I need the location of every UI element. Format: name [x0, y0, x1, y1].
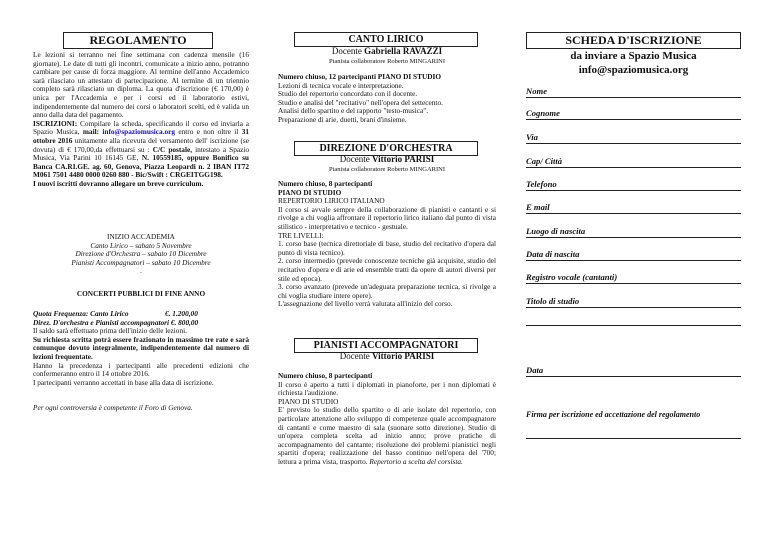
- pianisti-piano: PIANO DI STUDIO: [278, 396, 339, 406]
- inizio-block: [33, 233, 249, 276]
- scheda-title: SCHEDA D'ISCRIZIONE: [526, 32, 741, 49]
- direzione-numero: Numero chiuso, 8 partecipanti: [278, 179, 373, 188]
- inizio-title: INIZIO ACCADEMIA: [107, 232, 175, 241]
- docente-name: Vittorio PARISI: [371, 351, 435, 361]
- direzione-title: DIREZIONE D'ORCHESTRA: [294, 141, 478, 156]
- precedenza-text: Hanno la precedenza i partecipanti alle precedenti edizioni che confermeranno entro il 14 ottobre 2016.: [33, 360, 249, 379]
- direzione-livello-3: 3. corso avanzato (prevede un'adeguata preparazione tecnica, si rivolge a chi voglia studiare intere opere).: [278, 282, 496, 300]
- direz-label: Direz. D'orchestra e Pianisti accompagnatori €.: [33, 317, 177, 327]
- data-nascita-field[interactable]: Data di nascita: [526, 248, 741, 261]
- scheda-subtitle: da inviare a Spazio Musica: [570, 50, 697, 62]
- iscrizioni-a: Compilare la scheda, specificando il corso ed inviarla a Spazio Musica,: [33, 118, 249, 137]
- quota-block: [33, 310, 249, 387]
- docente-label: Docente: [339, 154, 372, 164]
- pianisti-desc-italic: Repertorio a scelta del corsista.: [367, 456, 463, 466]
- canto-line: Studio e analisi del "recitativo" nell'opera del settecento.: [278, 97, 443, 107]
- iscrizioni-lead: ISCRIZIONI:: [33, 118, 78, 128]
- via-field[interactable]: Via: [526, 131, 741, 144]
- firma-label: Firma per iscrizione ed accettazione del regolamento: [526, 410, 701, 419]
- regolamento-title: REGOLAMENTO: [63, 32, 213, 49]
- pianisti-desc: [278, 406, 496, 466]
- iscrizioni-c: unitamente alla ricevuta del versamento dell' iscrizione (se dovuta) di € 170,00,da effettuarsi su :: [33, 135, 249, 154]
- saldo-text: Il saldo sarà effettuato prima dell'inizio delle lezioni.: [33, 326, 187, 336]
- pianisti-docente: [278, 351, 496, 361]
- inizio-dot: .: [140, 266, 142, 276]
- curriculum-note: I nuovi iscritti dovranno allegare un breve curriculum.: [33, 178, 204, 188]
- quota-value: €. 1.200,00: [165, 309, 198, 318]
- direzione-livelli: TRE LIVELLI:: [278, 230, 324, 240]
- docente-label: Docente: [339, 351, 372, 361]
- pianisti-desc-text: E' previsto lo studio dello spartito o di arie isolate del repertorio, con particolare attenzione allo sviluppo di competenze quale accompagnatore di cantanti e come maestro di sala (suonare sotto direzione). Studio di un'opera completa scelta ad inizio anno; prove pratiche di accompagnamento del cantante; risoluzione dei problemi pianistici negli spartiti d'opera; realizzazione del basso continuo nell'opera del '700; lettura a prima vista, trasporto.: [278, 405, 496, 466]
- email-field[interactable]: E mail: [526, 201, 741, 214]
- cognome-field[interactable]: Cognome: [526, 107, 741, 120]
- rate-text: Su richiesta scritta potrà essere frazionato in massimo tre rate e sarà comunque dovuto integralmente, indipendentemente dal numero di lezioni frequentate.: [33, 334, 249, 361]
- iscrizioni-paragraph: [33, 120, 249, 180]
- canto-title: CANTO LIRICO: [294, 32, 478, 47]
- direzione-pianista: Pianista collaboratore Roberto MINGARINI: [328, 166, 446, 173]
- iscrizioni-d: intestato a Spazio Musica, Via Parini 10 16145 GE,: [33, 144, 250, 163]
- direzione-valutazione: L'assegnazione del livello verrà valutata all'inizio del corso.: [278, 299, 453, 309]
- luogo-nascita-field[interactable]: Luogo di nascita: [526, 225, 741, 238]
- mail-label: mail:: [82, 127, 103, 137]
- cc-postale: C/C postale,: [152, 144, 193, 154]
- pianisti-title: PIANISTI ACCOMPAGNATORI: [294, 338, 478, 353]
- canto-line: Lezioni di tecnica vocale e interpretazione.: [278, 80, 404, 90]
- direzione-piano: PIANO DI STUDIO: [278, 187, 342, 197]
- canto-body: [278, 73, 496, 125]
- direzione-livello-1: 1. corso base (tecnica direttoriale di base, studio del recitativo d'opera dal punto di vista tecnico).: [278, 239, 496, 257]
- cap-citta-field[interactable]: Cap/ Città: [526, 155, 741, 168]
- pianisti-numero: Numero chiuso, 8 partecipanti: [278, 371, 373, 380]
- regolamento-text: [33, 51, 249, 189]
- data-field[interactable]: Data: [526, 364, 741, 377]
- direzione-body: [278, 180, 496, 309]
- quota-label: Quota Frequenza: Canto Lirico: [33, 309, 129, 318]
- extra-line[interactable]: [526, 325, 741, 326]
- direzione-docente: [278, 154, 496, 164]
- ammessi-text: I partecipanti verranno accettati in base alla data di iscrizione.: [33, 377, 214, 387]
- concerti-title: CONCERTI PUBBLICI DI FINE ANNO: [76, 289, 206, 298]
- canto-numero: Numero chiuso, 12 partecipanti PIANO DI STUDIO: [278, 72, 442, 81]
- docente-label: Docente: [331, 46, 365, 56]
- deadline-date: 31 ottobre 2016: [33, 127, 249, 145]
- docente-name: Gabriella RAVAZZI: [364, 46, 443, 56]
- canto-pianista: Pianista collaboratore Roberto MINGARINI: [328, 58, 446, 65]
- mail-link[interactable]: info@spaziomusica.org: [102, 127, 176, 137]
- canto-docente: [278, 46, 496, 56]
- telefono-field[interactable]: Telefono: [526, 178, 741, 191]
- foro-text: Per ogni controversia è competente il Foro di Genova.: [33, 403, 193, 412]
- registro-vocale-field[interactable]: Registro vocale (cantanti): [526, 271, 741, 284]
- pianisti-aperto: Il corso è aperto a tutti i diplomati in pianoforte, per i non diplomati è richiesta l'audizione.: [278, 379, 496, 398]
- inizio-item: Pianisti Accompagnatori – sabato 10 Dicembre: [71, 257, 211, 267]
- direzione-desc: Il corso si avvale sempre della collaborazione di pianisti e cantanti e si rivolge a chi voglia affrontare il repertorio lirico italiano dal punto di vista stilistico - interpretativo e tecnico - gestuale.: [278, 204, 496, 231]
- bank-details: N. 10559185, oppure Bonifico su Banca CA.RI.GE. ag. 60, Genova, Piazza Leopardi n. 2 IBAN IT72 M061 7501 4480 0000 0260 880 - Bic/Swift : CRGEITGG198.: [33, 153, 249, 180]
- regolamento-p1: Le lezioni si terranno nei fine settimana con cadenza mensile (16 giornate). Le date di tutti gli incontri, comunicate a inizio anno, potranno cambiare per cause di forza maggiore. Al termine dell'anno Accademico sarà rilasciato un attestato di partecipazione. Al termine di un triennio completo sarà rilasciato un diploma. La quota d'iscrizione (€ 170,00) è unica per l'Accademia e per i corsi ed il laboratorio estivi, indipendentemente dal numero dei corsi o laboratori scelti, ed è valida un anno dalla data del pagamento.: [33, 50, 249, 120]
- scheda-email: info@spaziomusica.org: [578, 64, 689, 76]
- titolo-studio-field[interactable]: Titolo di studio: [526, 295, 741, 308]
- direzione-livello-2: 2. corso intermedio (prevede conoscenze tecniche già acquisite, studio del recitativo d'opera e di arie ed ensemble tratti da opere di autori diversi per stile ed epoca).: [278, 256, 496, 283]
- canto-line: Analisi dello spartito e del rapporto "testo-musica".: [278, 106, 429, 116]
- canto-line: Preparazione di arie, duetti, brani d'insieme.: [278, 114, 407, 124]
- iscrizioni-b: entro e non oltre il: [175, 127, 242, 137]
- nome-field[interactable]: Nome: [526, 85, 741, 98]
- pianisti-body: [278, 372, 496, 467]
- direz-value: 800,00: [178, 317, 199, 327]
- direzione-repertorio: REPERTORIO LIRICO ITALIANO: [278, 196, 385, 206]
- inizio-item: Direzione d'Orchestra – sabato 10 Dicembre: [75, 249, 207, 259]
- firma-line[interactable]: [526, 438, 741, 439]
- docente-name: Vittorio PARISI: [371, 154, 435, 164]
- inizio-item: Canto Lirico – sabato 5 Novembre: [90, 240, 192, 250]
- canto-line: Studio del repertorio concordato con il docente.: [278, 89, 418, 99]
